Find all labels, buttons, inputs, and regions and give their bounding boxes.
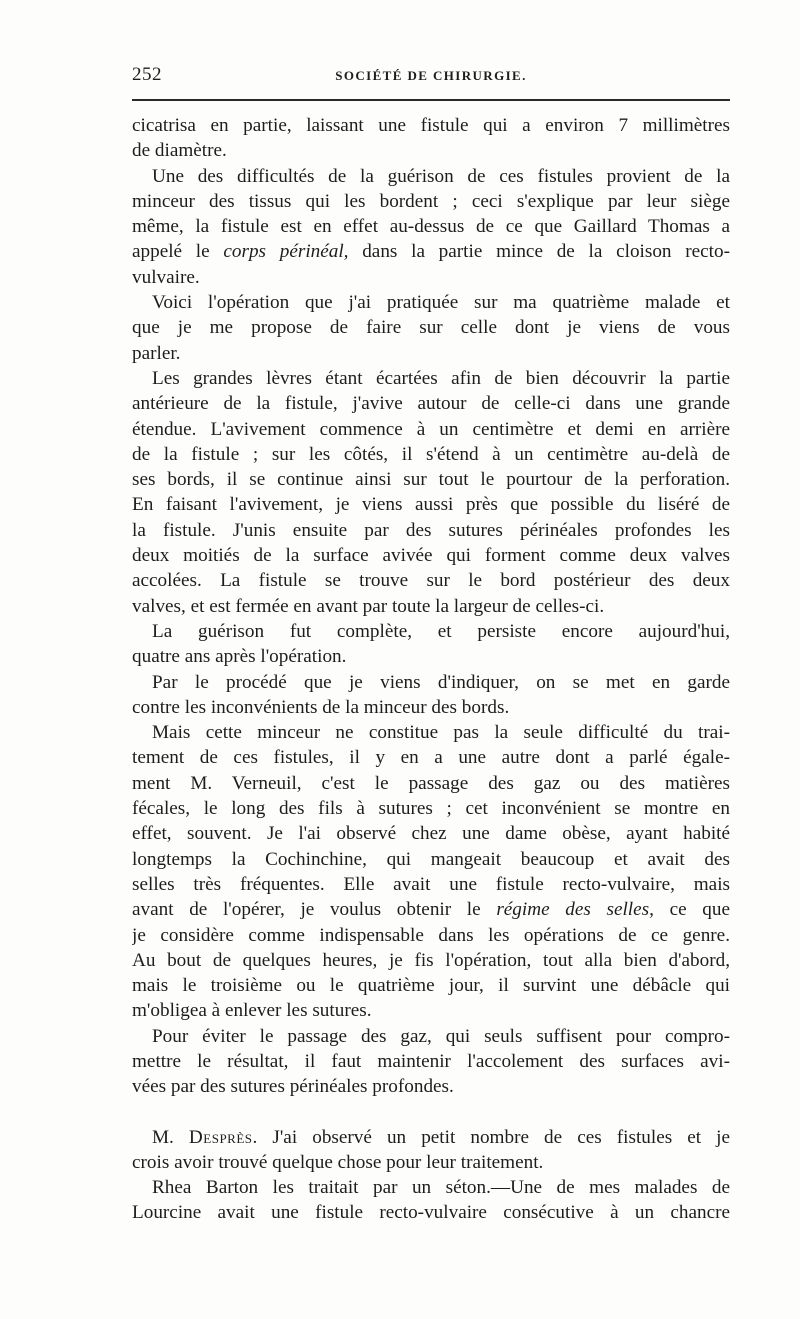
text-line: En faisant l'avivement, je viens aussi près que possible du liséré de bbox=[132, 494, 730, 516]
text-line: vulvaire. bbox=[132, 266, 200, 288]
paragraph bbox=[132, 720, 730, 1024]
text-line: de la fistule ; sur les côtés, il s'étend à un centimètre au-delà de bbox=[132, 443, 730, 465]
text-line: effet, souvent. Je l'ai observé chez une dame obèse, ayant habité bbox=[132, 823, 730, 845]
text-line: minceur des tissus qui les bordent ; ceci s'explique par leur siège bbox=[132, 190, 730, 212]
text-line: appelé le corps périnéal, dans la partie mince de la cloison recto- bbox=[132, 241, 730, 263]
text-line: Mais cette minceur ne constitue pas la seule difficulté du trai- bbox=[152, 722, 730, 744]
paragraph bbox=[132, 1175, 730, 1226]
text-line: même, la fistule est en effet au-dessus de ce que Gaillard Thomas a bbox=[132, 216, 730, 238]
paragraph bbox=[132, 1125, 730, 1176]
paragraph-gap bbox=[132, 1100, 730, 1125]
text-line: tement de ces fistules, il y en a une autre dont a parlé égale- bbox=[132, 747, 730, 769]
text-line: Voici l'opération que j'ai pratiquée sur ma quatrième malade et bbox=[152, 292, 730, 314]
italic-phrase: corps périnéal, bbox=[223, 241, 349, 263]
text-line: ses bords, il se continue ainsi sur tout le pourtour de la perforation. bbox=[132, 469, 730, 491]
text-line: contre les inconvénients de la minceur des bords. bbox=[132, 696, 510, 718]
paragraph bbox=[132, 290, 730, 366]
paragraph bbox=[132, 164, 730, 290]
text-line: quatre ans après l'opération. bbox=[132, 646, 347, 668]
text-line: fécales, le long des fils à sutures ; cet inconvénient se montre en bbox=[132, 798, 730, 820]
text-line: M. Desprès. J'ai observé un petit nombre de ces fistules et je bbox=[152, 1126, 730, 1148]
text-line: deux moitiés de la surface avivée qui forment comme deux valves bbox=[132, 545, 730, 567]
body-text bbox=[132, 113, 730, 1226]
text-line: je considère comme indispensable dans les opérations de ce genre. bbox=[132, 924, 730, 946]
paragraph bbox=[132, 670, 730, 721]
speaker-name: Desprès bbox=[188, 1126, 253, 1148]
text-line: La guérison fut complète, et persiste encore aujourd'hui, bbox=[152, 620, 730, 642]
text-line: Rhea Barton les traitait par un séton.—Une de mes malades de bbox=[152, 1177, 730, 1199]
paragraph bbox=[132, 1024, 730, 1100]
text-line: Lourcine avait une fistule recto-vulvaire consécutive à un chancre bbox=[132, 1202, 730, 1224]
text-line: longtemps la Cochinchine, qui mangeait beaucoup et avait des bbox=[132, 848, 730, 870]
text-line: que je me propose de faire sur celle dont je viens de vous bbox=[132, 317, 730, 339]
text-line: avant de l'opérer, je voulus obtenir le régime des selles, ce que bbox=[132, 899, 730, 921]
page-number: 252 bbox=[132, 64, 162, 85]
text-line: cicatrisa en partie, laissant une fistule qui a environ 7 millimètres bbox=[132, 115, 730, 136]
paragraph bbox=[132, 113, 730, 164]
text-line: étendue. L'avivement commence à un centimètre et demi en arrière bbox=[132, 418, 730, 440]
paragraph bbox=[132, 366, 730, 619]
paragraph bbox=[132, 619, 730, 670]
text-line: parler. bbox=[132, 342, 181, 364]
text-line: Au bout de quelques heures, je fis l'opération, tout alla bien d'abord, bbox=[132, 949, 730, 971]
text-line: mettre le résultat, il faut maintenir l'accolement des surfaces avi- bbox=[132, 1050, 730, 1072]
text-line: Les grandes lèvres étant écartées afin de bien découvrir la partie bbox=[152, 367, 730, 389]
text-line: selles très fréquentes. Elle avait une fistule recto-vulvaire, mais bbox=[132, 873, 730, 895]
text-line: antérieure de la fistule, j'avive autour de celle-ci dans une grande bbox=[132, 393, 730, 415]
text-line: la fistule. J'unis ensuite par des sutures périnéales profondes les bbox=[132, 519, 730, 541]
text-line: m'obligea à enlever les sutures. bbox=[132, 1000, 372, 1022]
text-line: Une des difficultés de la guérison de ces fistules provient de la bbox=[152, 165, 730, 187]
header-rule bbox=[132, 99, 730, 101]
text-line: mais le troisième ou le quatrième jour, il survint une débâcle qui bbox=[132, 975, 730, 997]
text-line: Pour éviter le passage des gaz, qui seuls suffisent pour compro- bbox=[152, 1025, 730, 1047]
text-line: ment M. Verneuil, c'est le passage des gaz ou des matières bbox=[132, 772, 730, 794]
italic-phrase: régime des selles, bbox=[496, 899, 654, 921]
text-line: de diamètre. bbox=[132, 140, 227, 162]
text-line: crois avoir trouvé quelque chose pour leur traitement. bbox=[132, 1151, 544, 1173]
text-line: vées par des sutures périnéales profondes. bbox=[132, 1076, 454, 1098]
text-line: accolées. La fistule se trouve sur le bord postérieur des deux bbox=[132, 570, 730, 592]
page-header bbox=[132, 62, 730, 88]
text-line: Par le procédé que je viens d'indiquer, on se met en garde bbox=[152, 671, 730, 693]
running-title: SOCIÉTÉ DE CHIRURGIE. bbox=[335, 68, 527, 83]
text-line: valves, et est fermée en avant par toute la largeur de celles-ci. bbox=[132, 595, 605, 617]
